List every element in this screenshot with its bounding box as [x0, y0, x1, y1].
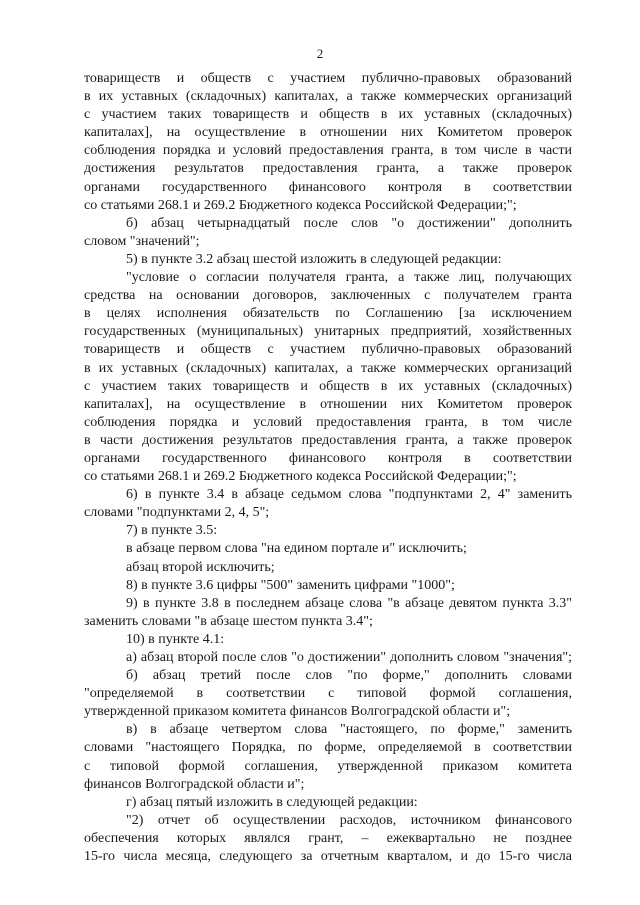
text-line: 10) в пункте 4.1:	[126, 631, 225, 647]
text-line: "2) отчет об осуществлении расходов, источником финансового	[126, 812, 572, 828]
text-line: 15-го числа месяца, следующего за отчетным кварталом, и до 15-го числа	[84, 849, 572, 865]
text-line: товариществ и обществ с участием публично-правовых образований	[84, 342, 572, 358]
text-line: абзац второй исключить;	[126, 559, 275, 575]
text-line: средства на основании договоров, заключенных с получателем гранта	[84, 288, 572, 304]
text-line: в целях исполнения обязательств по Соглашению [за исключением	[84, 306, 572, 322]
page-number: 2	[316, 46, 324, 61]
text-line: 9) в пункте 3.8 в последнем абзаце слова "в абзаце девятом пункта 3.3"	[126, 595, 572, 611]
text-line: обеспечения которых являлся грант, – ежеквартально не позднее	[84, 830, 572, 846]
text-line: б) абзац четырнадцатый после слов "о достижении" дополнить	[126, 215, 572, 231]
text-line: г) абзац пятый изложить в следующей редакции:	[126, 794, 418, 810]
text-line: в их уставных (складочных) капиталах, а также коммерческих организаций	[84, 360, 572, 376]
text-line: "условие о согласии получателя гранта, а также лиц, получающих	[126, 270, 572, 286]
text-line: словами "настоящего Порядка, по форме, определяемой в соответствии	[84, 740, 572, 756]
text-line: словом "значений";	[84, 233, 200, 249]
text-line: в) в абзаце четвертом слова "настоящего, по форме," заменить	[126, 722, 572, 738]
text-line: финансов Волгоградской области и";	[84, 776, 305, 792]
text-line: утвержденной приказом комитета финансов Волгоградской области и";	[84, 704, 511, 720]
text-line: соблюдения порядка и условий предоставления гранта, в том числе в части	[84, 143, 572, 159]
text-line: "определяемой в соответствии с типовой формой соглашения,	[84, 686, 572, 702]
text-line: 7) в пункте 3.5:	[126, 523, 218, 539]
text-line: соблюдения порядка и условий предоставления гранта, в том числе	[84, 414, 572, 430]
document-body	[84, 70, 572, 866]
text-line: капиталах], на осуществление в отношении них Комитетом проверок	[84, 125, 572, 141]
text-line: в их уставных (складочных) капиталах, а также коммерческих организаций	[84, 89, 572, 105]
text-line: 5) в пункте 3.2 абзац шестой изложить в следующей редакции:	[126, 251, 502, 267]
text-line: со статьями 268.1 и 269.2 Бюджетного кодекса Российской Федерации;";	[84, 469, 517, 485]
text-line: государственных (муниципальных) унитарных предприятий, хозяйственных	[84, 324, 572, 340]
text-line: товариществ и обществ с участием публично-правовых образований	[84, 71, 572, 86]
text-line: с участием таких товариществ и обществ в их уставных (складочных)	[84, 378, 572, 394]
text-line: с типовой формой соглашения, утвержденной приказом комитета	[84, 758, 572, 774]
text-line: б) абзац третий после слов "по форме," дополнить словами	[126, 668, 572, 684]
text-line: 8) в пункте 3.6 цифры "500" заменить цифрами "1000";	[126, 577, 455, 593]
text-line: со статьями 268.1 и 269.2 Бюджетного кодекса Российской Федерации;";	[84, 197, 517, 213]
text-line: органами государственного финансового контроля в соответствии	[84, 450, 572, 466]
text-line: а) абзац второй после слов "о достижении" дополнить словом "значения";	[126, 650, 572, 665]
text-line: 6) в пункте 3.4 в абзаце седьмом слова "подпунктами 2, 4" заменить	[126, 487, 572, 503]
text-line: с участием таких товариществ и обществ в их уставных (складочных)	[84, 107, 572, 123]
text-line: словами "подпунктами 2, 4, 5";	[84, 505, 270, 521]
text-line: в абзаце первом слова "на едином портале и" исключить;	[126, 541, 467, 557]
text-line: в части достижения результатов предоставления гранта, а также проверок	[84, 432, 572, 448]
text-line: органами государственного финансового контроля в соответствии	[84, 179, 572, 195]
text-line: заменить словами "в абзаце шестом пункта 3.4";	[84, 613, 373, 629]
text-line: достижения результатов предоставления гранта, а также проверок	[84, 161, 572, 177]
text-line: капиталах], на осуществление в отношении них Комитетом проверок	[84, 396, 572, 412]
